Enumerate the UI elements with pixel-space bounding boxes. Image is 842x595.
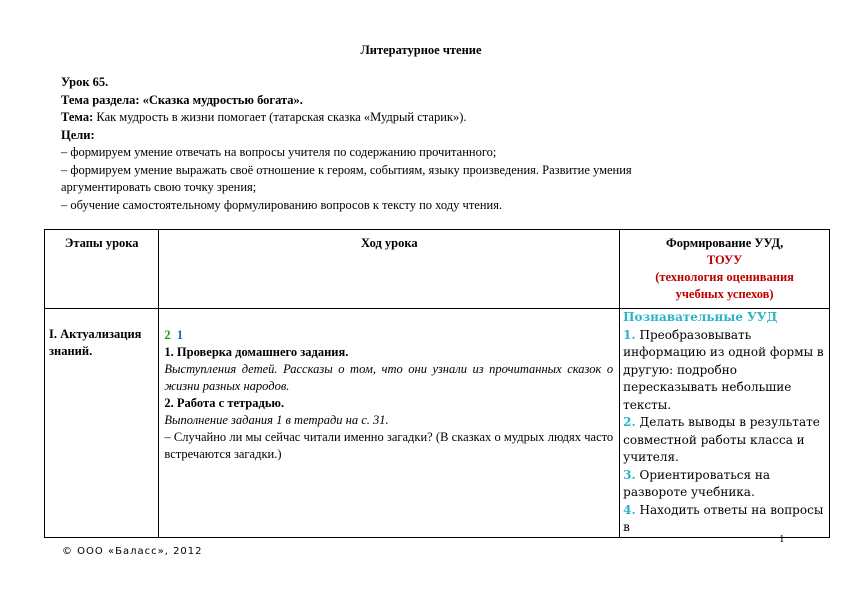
footer-copyright: © ООО «Баласс», 2012 bbox=[62, 546, 203, 557]
topic-line bbox=[61, 109, 761, 127]
goal-item: – формируем умение выражать своё отношение к героям, событиям, языку произведения. Развитие умения bbox=[61, 162, 632, 177]
uud-item: 2. Делать выводы в результате совместной работы класса и учителя. bbox=[623, 415, 820, 464]
notebook-text: Выполнение задания 1 в тетради на с. 31. bbox=[164, 413, 389, 427]
page-title: Литературное чтение bbox=[360, 43, 482, 57]
marker-blue: 1 bbox=[176, 328, 184, 342]
lesson-header bbox=[61, 74, 761, 214]
notebook-question: – Случайно ли мы сейчас читали именно загадки? (В сказках о мудрых людях часто встречаются загадки.) bbox=[164, 430, 614, 461]
section-line bbox=[61, 92, 761, 110]
table-header-row bbox=[45, 230, 830, 309]
header-touu-desc-2: учебных успехов) bbox=[675, 287, 774, 301]
header-touu-desc-1: (технология оценивания bbox=[655, 270, 794, 284]
homework-title: 1. Проверка домашнего задания. bbox=[164, 345, 349, 359]
uud-item: 4. Находить ответы на вопросы в bbox=[623, 502, 824, 534]
header-uud bbox=[620, 230, 830, 309]
header-stages: Этапы урока bbox=[45, 230, 159, 309]
goal-item: – формируем умение отвечать на вопросы учителя по содержанию прочитанного; bbox=[61, 145, 497, 159]
uud-item: 1. Преобразовывать информацию из одной формы в другую: подробно пересказывать небольшие тексты. bbox=[623, 327, 824, 412]
header-touu: ТОУУ bbox=[706, 253, 743, 267]
topic-value: Как мудрость в жизни помогает (татарская сказка «Мудрый старик»). bbox=[96, 110, 467, 124]
table-row bbox=[45, 309, 830, 538]
uud-item: 3. Ориентироваться на развороте учебника. bbox=[623, 467, 771, 499]
notebook-title: 2. Работа с тетрадью. bbox=[164, 396, 285, 410]
section-value: «Сказка мудростью богата». bbox=[142, 92, 303, 107]
page-number: 1 bbox=[779, 533, 785, 545]
header-uud-title: Формирование УУД, bbox=[665, 236, 784, 250]
goal-item: аргументировать свою точку зрения; bbox=[61, 180, 257, 194]
goals-label: Цели: bbox=[61, 127, 95, 142]
lesson-number: Урок 65. bbox=[61, 75, 109, 89]
header-course: Ход урока bbox=[159, 230, 620, 309]
uud-heading: Познавательные УУД bbox=[623, 310, 778, 324]
homework-text: Выступления детей. Рассказы о том, что они узнали из прочитанных сказок о жизни разных народов. bbox=[164, 362, 614, 393]
level-markers bbox=[164, 327, 613, 344]
topic-label: Тема: bbox=[61, 110, 94, 124]
uud-cell bbox=[620, 309, 830, 538]
section-label: Тема раздела: bbox=[61, 92, 140, 107]
course-cell bbox=[159, 309, 620, 538]
stage-cell: I. Актуализация знаний. bbox=[45, 309, 159, 538]
marker-green: 2 bbox=[164, 328, 171, 342]
lesson-table bbox=[44, 229, 830, 538]
goal-item: – обучение самостоятельному формулированию вопросов к тексту по ходу чтения. bbox=[61, 197, 503, 212]
